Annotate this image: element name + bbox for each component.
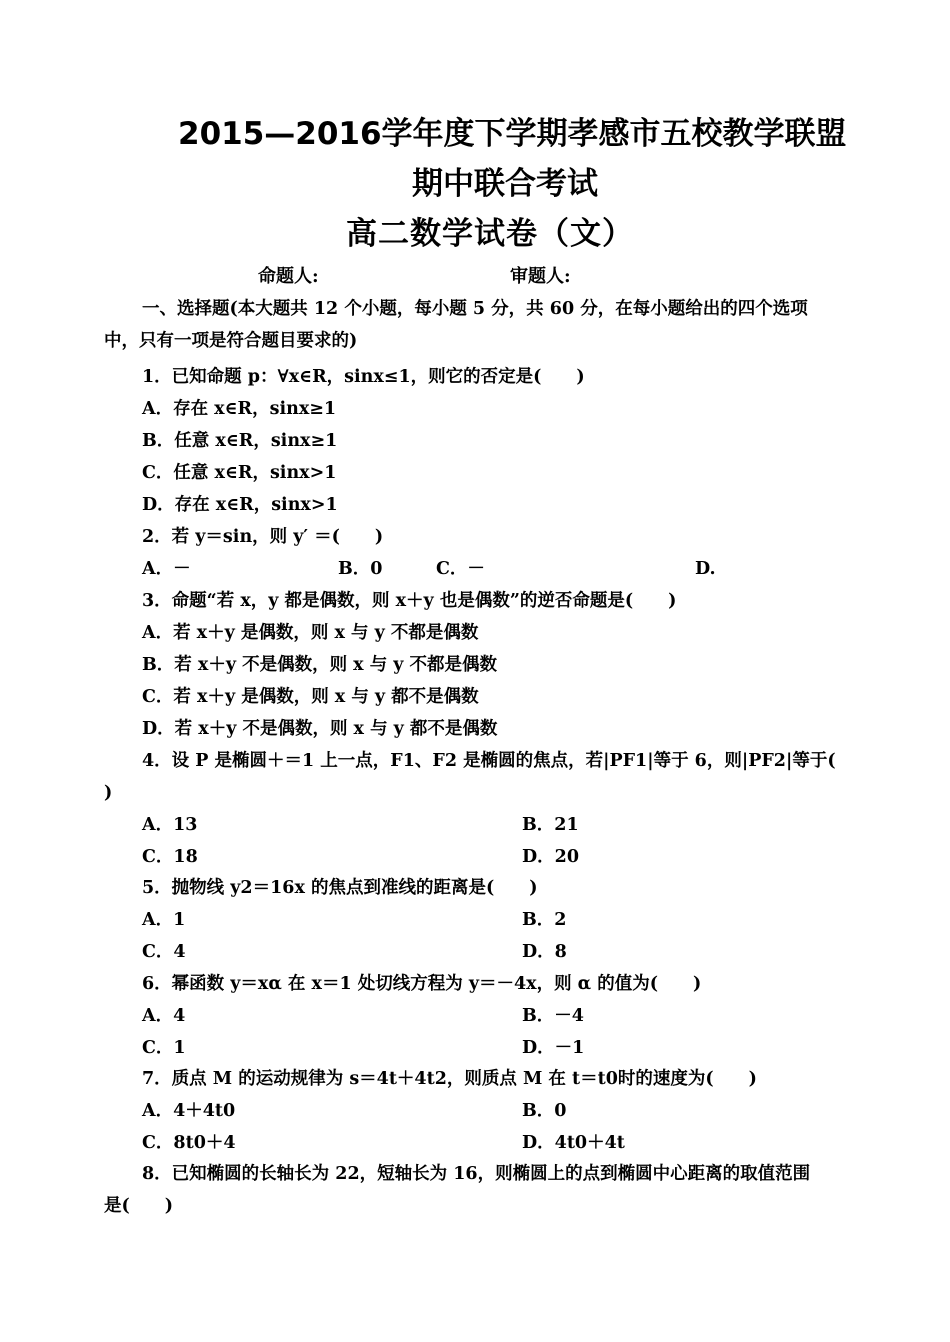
- q6-option-d: D．－1: [522, 1038, 585, 1058]
- q3-option-c: C．若 x＋y 是偶数，则 x 与 y 都不是偶数: [142, 687, 479, 707]
- q2-option-a: A．－: [142, 559, 191, 579]
- q1-option-d: D．存在 x∈R，sinx>1: [142, 495, 338, 515]
- paper-title: 高二数学试卷（文）: [346, 216, 634, 252]
- q8-stem-line1: 8．已知椭圆的长轴长为 22，短轴长为 16，则椭圆上的点到椭圆中心距离的取值范围: [142, 1164, 811, 1184]
- q5-option-a: A．1: [142, 910, 186, 930]
- q3-option-d: D．若 x＋y 不是偶数，则 x 与 y 都不是偶数: [142, 719, 498, 739]
- q6-option-b: B．－4: [522, 1006, 584, 1026]
- q7-option-b: B．0: [522, 1101, 567, 1121]
- q7-option-a: A．4＋4t0: [142, 1101, 236, 1121]
- q5-option-c: C．4: [142, 942, 186, 962]
- q3-option-b: B．若 x＋y 不是偶数，则 x 与 y 不都是偶数: [142, 655, 498, 675]
- q4-option-c: C．18: [142, 847, 198, 867]
- q1-option-a: A．存在 x∈R，sinx≥1: [142, 399, 337, 419]
- q4-option-b: B．21: [522, 815, 579, 835]
- q1-stem: 1．已知命题 p：∀x∈R，sinx≤1，则它的否定是( ): [142, 367, 585, 387]
- q2-option-c: C．－: [436, 559, 485, 579]
- q7-option-c: C．8t0＋4: [142, 1133, 236, 1153]
- q6-option-c: C．1: [142, 1038, 186, 1058]
- q2-option-d: D.: [695, 559, 716, 579]
- exam-title: 2015—2016学年度下学期孝感市五校教学联盟: [178, 116, 847, 152]
- q4-stem-line2: ): [104, 783, 113, 803]
- q5-option-b: B．2: [522, 910, 567, 930]
- q6-stem: 6．幂函数 y＝xα 在 x＝1 处切线方程为 y＝－4x，则 α 的值为( ): [142, 974, 702, 994]
- q1-option-b: B．任意 x∈R，sinx≥1: [142, 431, 338, 451]
- q5-stem: 5．抛物线 y2＝16x 的焦点到准线的距离是( ): [142, 878, 538, 898]
- q6-option-a: A．4: [142, 1006, 186, 1026]
- section-heading-line1: 一、选择题(本大题共 12 个小题，每小题 5 分，共 60 分，在每小题给出的四个选项: [142, 299, 808, 319]
- q5-option-d: D．8: [522, 942, 567, 962]
- section-heading-line2: 中，只有一项是符合题目要求的): [104, 331, 358, 351]
- exam-subtitle: 期中联合考试: [412, 166, 598, 202]
- q4-option-d: D．20: [522, 847, 580, 867]
- q1-option-c: C．任意 x∈R，sinx>1: [142, 463, 337, 483]
- reviewer-label: 审题人:: [510, 266, 571, 287]
- q2-stem: 2．若 y＝sin，则 y′ ＝( ): [142, 527, 384, 547]
- q8-stem-line2: 是( ): [104, 1196, 174, 1216]
- q2-option-b: B．0: [338, 559, 383, 579]
- q3-option-a: A．若 x＋y 是偶数，则 x 与 y 不都是偶数: [142, 623, 479, 643]
- q4-stem-line1: 4．设 P 是椭圆＋＝1 上一点，F1、F2 是椭圆的焦点，若|PF1|等于 6，则|PF2|等于(: [142, 751, 836, 771]
- author-label: 命题人:: [258, 266, 319, 287]
- q3-stem: 3．命题“若 x，y 都是偶数，则 x＋y 也是偶数”的逆否命题是( ): [142, 591, 677, 611]
- q7-stem: 7．质点 M 的运动规律为 s＝4t＋4t2，则质点 M 在 t＝t0时的速度为( ): [142, 1069, 757, 1089]
- q4-option-a: A．13: [142, 815, 198, 835]
- q7-option-d: D．4t0＋4t: [522, 1133, 625, 1153]
